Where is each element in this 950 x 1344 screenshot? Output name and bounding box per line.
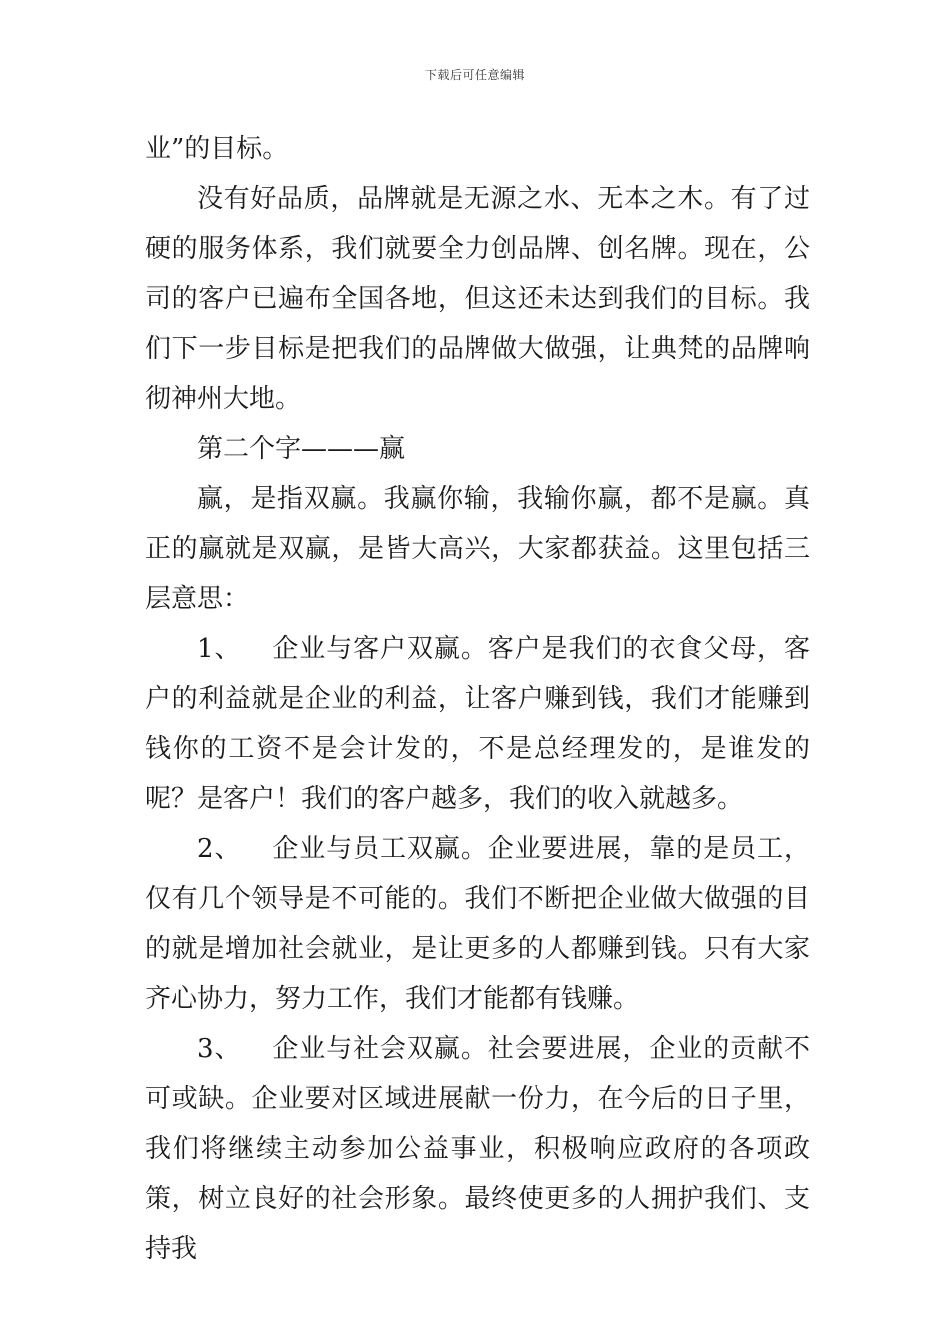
document-body [145, 124, 810, 1274]
list-item-number: 2、 [197, 834, 242, 864]
paragraph-continuation: 业”的目标。 [145, 134, 289, 164]
list-item-text: 企业与员工双赢。企业要进展，靠的是员工，仅有几个领导是不可能的。我们不断把企业做大做强的目的就是增加社会就业，是让更多的人都赚到钱。只有大家齐心协力，努力工作，我们才能都有钱赚。 [145, 834, 810, 1014]
list-item-text: 企业与客户双赢。客户是我们的衣食父母，客户的利益就是企业的利益，让客户赚到钱，我们才能赚到钱你的工资不是会计发的，不是总经理发的，是谁发的呢？是客户！我们的客户越多，我们的收入就越多。 [145, 634, 810, 814]
section-heading: 第二个字———赢 [197, 434, 406, 464]
list-item-2 [145, 824, 810, 1024]
page-header: 下载后可任意编辑 [424, 68, 525, 82]
list-item-text: 企业与社会双赢。社会要进展，企业的贡献不可或缺。企业要对区域进展献一份力，在今后的日子里，我们将继续主动参加公益事业，积极响应政府的各项政策，树立良好的社会形象。最终使更多的人拥护我们、支持我 [145, 1034, 810, 1264]
list-item-number: 1、 [197, 634, 242, 664]
list-item-3 [145, 1024, 810, 1274]
paragraph-win: 赢，是指双赢。我赢你输，我输你赢，都不是赢。真正的赢就是双赢，是皆大高兴，大家都获益。这里包括三层意思： [145, 484, 810, 614]
list-item-1 [145, 624, 810, 824]
paragraph-brand: 没有好品质，品牌就是无源之水、无本之木。有了过硬的服务体系，我们就要全力创品牌、创名牌。现在，公司的客户已遍布全国各地，但这还未达到我们的目标。我们下一步目标是把我们的品牌做大做强，让典梵的品牌响彻神州大地。 [145, 184, 810, 414]
list-item-number: 3、 [197, 1034, 242, 1064]
